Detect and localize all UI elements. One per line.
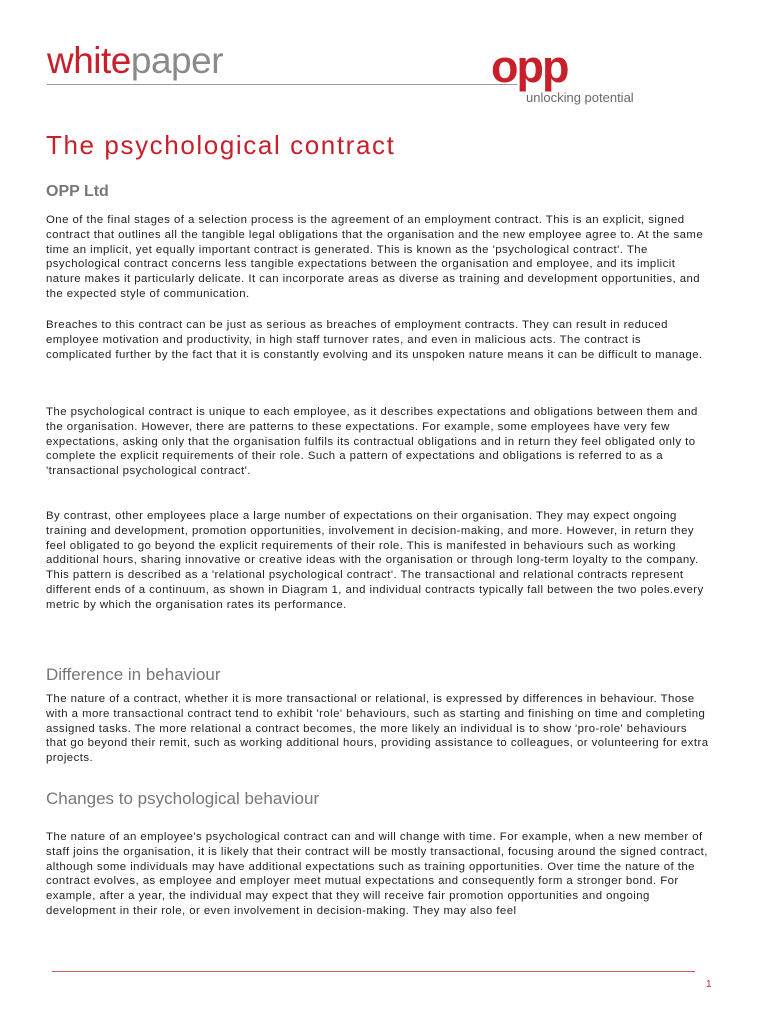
document-title: The psychological contract: [46, 130, 396, 160]
header-divider: [47, 84, 517, 85]
paragraph-breaches: Breaches to this contract can be just as serious as breaches of employment contracts. They can result in reduced employee motivation and productivity, in high staff turnover rates, and even in malicious acts. The contract is complicated further by the fact that it is constantly evolving and its unspoken nature means it can be difficult to manage.: [46, 319, 703, 361]
section-heading-behaviour: Difference in behaviour: [46, 665, 221, 684]
document-author: OPP Ltd: [46, 183, 109, 200]
paragraph-relational: By contrast, other employees place a large number of expectations on their organisation. They may expect ongoing training and development, promotion opportunities, involvement in decision-making, and more. However, in return they feel obligated to go beyond the explicit requirements of their role. This is manifested in behaviours such as working additional hours, sharing innovative or creative ideas with the organisation or through long-term loyalty to the company. This pattern is described as a 'relational psychological contract'. The transactional and relational contracts represent different ends of a continuum, as shown in Diagram 1, and individual contracts typically fall between the two poles.every metric by which the organisation rates its performance.: [46, 510, 704, 611]
paragraph-transactional: The psychological contract is unique to each employee, as it describes expectations and obligations between them and the organisation. However, there are patterns to these expectations. For example, some employees have very few expectations, asking only that the organisation fulfils its contractual obligations and in return they feel obligated only to complete the explicit requirements of their role. Such a pattern of expectations and obligations is referred to as a 'transactional psychological contract'.: [46, 406, 698, 478]
section-heading-changes: Changes to psychological behaviour: [46, 789, 320, 808]
whitepaper-wordmark: [47, 42, 223, 79]
footer-divider: [52, 971, 695, 972]
paragraph-behaviour: The nature of a contract, whether it is more transactional or relational, is expressed by differences in behaviour. Those with a more transactional contract tend to exhibit 'role' behaviours, such as starting and finishing on time and completing assigned tasks. The more relational a contract becomes, the more likely an individual is to show 'pro-role' behaviours that go beyond their remit, such as working additional hours, providing assistance to colleagues, or volunteering for extra projects.: [46, 693, 709, 765]
logo-tagline: unlocking potential: [526, 90, 634, 105]
wordmark-white: white: [47, 40, 131, 81]
paragraph-intro: One of the final stages of a selection process is the agreement of an employment contract. This is an explicit, signed contract that outlines all the tangible legal obligations that the organisation and the new employee agree to. At the same time an implicit, yet equally important contract is generated. This is known as the 'psychological contract'. The psychological contract concerns less tangible expectations between the organisation and employee, and its implicit nature makes it particularly delicate. It can incorporate areas as diverse as training and development opportunities, and the expected style of communication.: [46, 214, 704, 300]
page-number: 1: [706, 979, 712, 990]
opp-logo: opp: [491, 41, 568, 92]
paragraph-changes: The nature of an employee's psychological contract can and will change with time. For example, when a new member of staff joins the organisation, it is likely that their contract will be mostly transactional, focusing around the signed contract, although some individuals may have additional expectations such as training opportunities. Over time the nature of the contract evolves, as employee and employer meet mutual expectations and consequently form a stronger bond. For example, after a year, the individual may expect that they will receive fair promotion opportunities and ongoing development in their role, or even involvement in decision-making. They may also feel: [46, 831, 708, 917]
wordmark-paper: paper: [130, 40, 224, 81]
